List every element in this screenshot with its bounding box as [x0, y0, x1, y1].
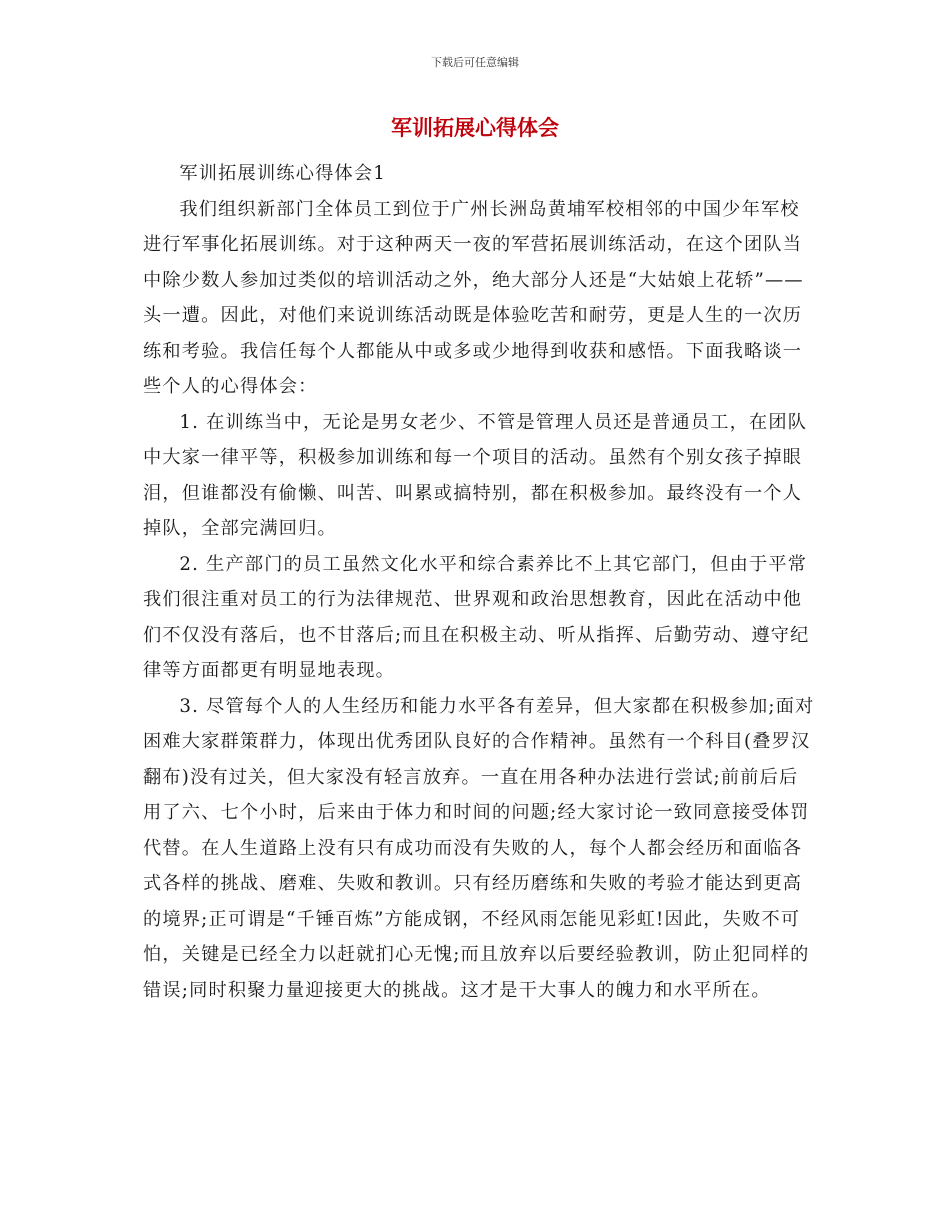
document-title: 军训拓展心得体会: [391, 116, 559, 140]
paragraph-intro: 我们组织新部门全体员工到位于广州长洲岛黄埔军校相邻的中国少年军校进行军事化拓展训练。对于这种两天一夜的军营拓展训练活动，在这个团队当中除少数人参加过类似的培训活动之外，绝大部分人还是“大姑娘上花轿”——头一遭。因此，对他们来说训练活动既是体验吃苦和耐劳，更是人生的一次历练和考验。我信任每个人都能从中或多或少地得到收获和感悟。下面我略谈一些个人的心得体会：: [143, 198, 804, 397]
paragraph-point-1: 1. 在训练当中，无论是男女老少、不管是管理人员还是普通员工，在团队中大家一律平等，积极参加训练和每一个项目的活动。虽然有个别女孩子掉眼泪，但谁都没有偷懒、叫苦、叫累或搞特别，都在积极参加。最终没有一个人掉队，全部完满回归。: [143, 411, 808, 539]
section-subtitle: 军训拓展训练心得体会1: [179, 163, 387, 184]
paragraph-point-3: 3. 尽管每个人的人生经历和能力水平各有差异，但大家都在积极参加;面对困难大家群策群力，体现出优秀团队良好的合作精神。虽然有一个科目(叠罗汉翻布)没有过关，但大家没有轻言放弃。一直在用各种办法进行尝试;前前后后用了六、七个小时，后来由于体力和时间的问题;经大家讨论一致同意接受体罚代替。在人生道路上没有只有成功而没有失败的人，每个人都会经历和面临各式各样的挑战、磨难、失败和教训。只有经历磨练和失败的考验才能达到更高的境界;正可谓是“千锤百炼”方能成钢，不经风雨怎能见彩虹!因此，失败不可怕，关键是已经全力以赶就扪心无愧;而且放弃以后要经验教训，防止犯同样的错误;同时积聚力量迎接更大的挑战。这才是干大事人的魄力和水平所在。: [143, 695, 815, 1001]
paragraph-point-2: 2. 生产部门的员工虽然文化水平和综合素养比不上其它部门，但由于平常我们很注重对员工的行为法律规范、世界观和政治思想教育，因此在活动中他们不仅没有落后，也不甘落后;而且在积极主动、听从指挥、后勤劳动、遵守纪律等方面都更有明显地表现。: [143, 553, 810, 681]
document-body: [143, 156, 815, 1008]
header-note: 下载后可任意编辑: [431, 56, 519, 69]
